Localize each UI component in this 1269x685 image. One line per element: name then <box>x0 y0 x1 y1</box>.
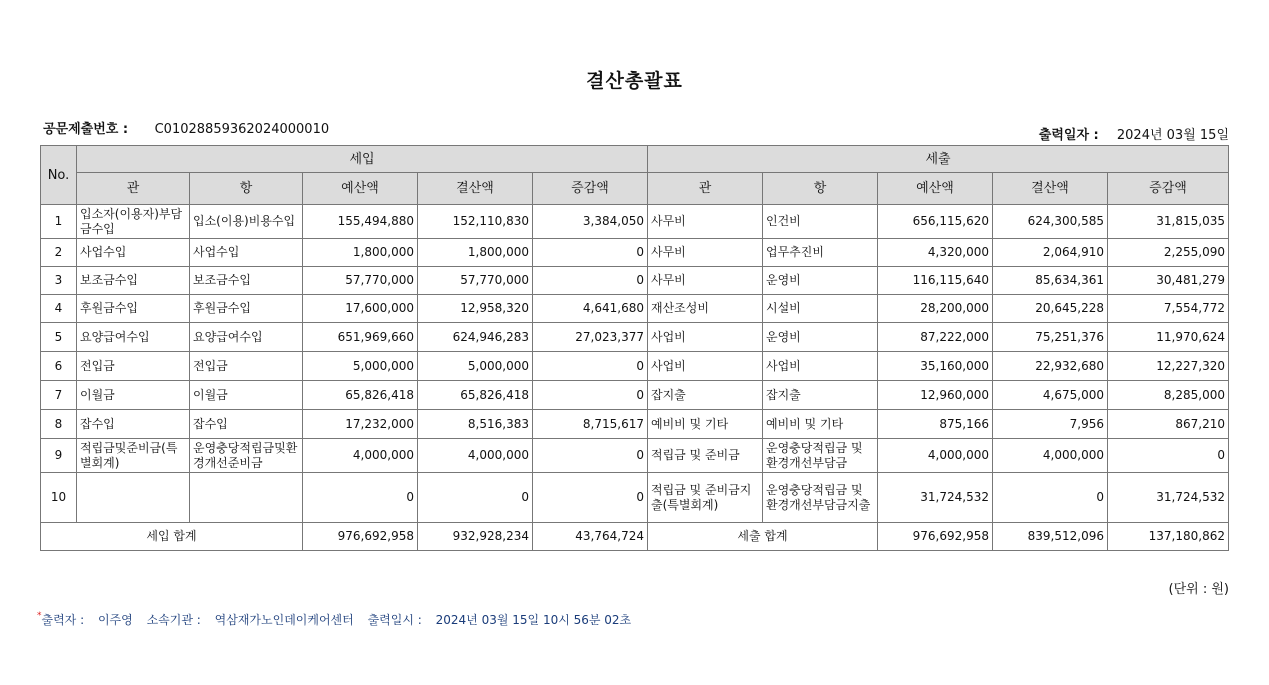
unit-note: (단위 : 원) <box>1168 582 1229 597</box>
row-no: 7 <box>41 381 77 410</box>
revenue-gwan-cell: 요양급여수입 <box>77 323 190 352</box>
revenue-hang-cell: 운영충당적립금및환경개선준비금 <box>190 439 303 473</box>
row-no: 1 <box>41 205 77 239</box>
expense-settlement-cell: 0 <box>993 473 1108 523</box>
revenue-budget-cell: 1,800,000 <box>303 239 418 267</box>
row-no: 5 <box>41 323 77 352</box>
print-footer <box>37 611 641 628</box>
revenue-settlement-cell: 1,800,000 <box>418 239 533 267</box>
revenue-diff-cell: 0 <box>533 381 648 410</box>
expense-gwan-cell: 사무비 <box>648 267 763 295</box>
document-number <box>43 118 329 137</box>
expense-hang-cell: 업무추진비 <box>763 239 878 267</box>
expense-budget-cell: 31,724,532 <box>878 473 993 523</box>
expense-hang-cell: 운영충당적립금 및 환경개선부담금 <box>763 439 878 473</box>
expense-budget-cell: 116,115,640 <box>878 267 993 295</box>
table-row <box>41 267 1229 295</box>
printer-label: 출력자 : <box>41 613 85 627</box>
revenue-diff-cell: 0 <box>533 267 648 295</box>
revenue-gwan-cell: 입소자(이용자)부담금수입 <box>77 205 190 239</box>
table-row <box>41 205 1229 239</box>
col-expense-settlement: 결산액 <box>993 173 1108 205</box>
revenue-settlement-cell: 65,826,418 <box>418 381 533 410</box>
revenue-diff-cell: 0 <box>533 352 648 381</box>
expense-diff-cell: 31,724,532 <box>1108 473 1229 523</box>
expense-gwan-cell: 사업비 <box>648 352 763 381</box>
expense-settlement-cell: 4,000,000 <box>993 439 1108 473</box>
revenue-settlement-cell: 624,946,283 <box>418 323 533 352</box>
expense-gwan-cell: 사업비 <box>648 323 763 352</box>
table-row <box>41 410 1229 439</box>
print-date-label: 출력일자 : <box>1038 128 1099 143</box>
expense-total-diff: 137,180,862 <box>1108 523 1229 551</box>
col-revenue-gwan: 관 <box>77 173 190 205</box>
row-no: 2 <box>41 239 77 267</box>
revenue-budget-cell: 17,600,000 <box>303 295 418 323</box>
document-number-value: C01028859362024000010 <box>154 122 330 137</box>
expense-hang-cell: 예비비 및 기타 <box>763 410 878 439</box>
revenue-settlement-cell: 12,958,320 <box>418 295 533 323</box>
table-row <box>41 473 1229 523</box>
revenue-gwan-cell: 전입금 <box>77 352 190 381</box>
col-no: No. <box>41 146 77 205</box>
revenue-budget-cell: 651,969,660 <box>303 323 418 352</box>
revenue-diff-cell: 0 <box>533 473 648 523</box>
print-time-value: 2024년 03월 15일 10시 56분 02초 <box>435 613 632 627</box>
revenue-hang-cell: 전입금 <box>190 352 303 381</box>
expense-diff-cell: 30,481,279 <box>1108 267 1229 295</box>
col-expense-diff: 증감액 <box>1108 173 1229 205</box>
expense-gwan-cell: 사무비 <box>648 205 763 239</box>
revenue-gwan-cell: 적립금및준비금(특별회계) <box>77 439 190 473</box>
expense-budget-cell: 12,960,000 <box>878 381 993 410</box>
revenue-settlement-cell: 8,516,383 <box>418 410 533 439</box>
revenue-hang-cell <box>190 473 303 523</box>
revenue-budget-cell: 17,232,000 <box>303 410 418 439</box>
expense-hang-cell: 인건비 <box>763 205 878 239</box>
expense-gwan-cell: 예비비 및 기타 <box>648 410 763 439</box>
expense-budget-cell: 35,160,000 <box>878 352 993 381</box>
revenue-budget-cell: 155,494,880 <box>303 205 418 239</box>
revenue-diff-cell: 0 <box>533 239 648 267</box>
expense-gwan-cell: 적립금 및 준비금 <box>648 439 763 473</box>
document-number-label: 공문제출번호 : <box>43 122 129 137</box>
expense-budget-cell: 875,166 <box>878 410 993 439</box>
row-no: 4 <box>41 295 77 323</box>
page-title: 결산총괄표 <box>586 70 683 92</box>
col-expense-gwan: 관 <box>648 173 763 205</box>
expense-settlement-cell: 75,251,376 <box>993 323 1108 352</box>
expense-diff-cell: 11,970,624 <box>1108 323 1229 352</box>
revenue-budget-cell: 0 <box>303 473 418 523</box>
expense-budget-cell: 28,200,000 <box>878 295 993 323</box>
table-row <box>41 295 1229 323</box>
expense-budget-cell: 4,320,000 <box>878 239 993 267</box>
print-date <box>1039 124 1229 143</box>
revenue-total-diff: 43,764,724 <box>533 523 648 551</box>
revenue-gwan-cell: 보조금수입 <box>77 267 190 295</box>
expense-settlement-cell: 4,675,000 <box>993 381 1108 410</box>
revenue-total-label: 세입 합계 <box>41 523 303 551</box>
expense-gwan-cell: 적립금 및 준비금지출(특별회계) <box>648 473 763 523</box>
revenue-diff-cell: 4,641,680 <box>533 295 648 323</box>
revenue-hang-cell: 입소(이용)비용수입 <box>190 205 303 239</box>
expense-diff-cell: 7,554,772 <box>1108 295 1229 323</box>
expense-hang-cell: 사업비 <box>763 352 878 381</box>
revenue-diff-cell: 8,715,617 <box>533 410 648 439</box>
row-no: 8 <box>41 410 77 439</box>
expense-total-label: 세출 합계 <box>648 523 878 551</box>
revenue-settlement-cell: 4,000,000 <box>418 439 533 473</box>
expense-budget-cell: 87,222,000 <box>878 323 993 352</box>
table-row <box>41 239 1229 267</box>
col-expense-budget: 예산액 <box>878 173 993 205</box>
org-label: 소속기관 : <box>146 613 201 627</box>
org-name: 역삼재가노인데이케어센터 <box>214 613 354 627</box>
table-row <box>41 352 1229 381</box>
row-no: 6 <box>41 352 77 381</box>
revenue-header: 세입 <box>77 146 648 173</box>
revenue-hang-cell: 보조금수입 <box>190 267 303 295</box>
col-revenue-hang: 항 <box>190 173 303 205</box>
expense-settlement-cell: 7,956 <box>993 410 1108 439</box>
expense-gwan-cell: 잡지출 <box>648 381 763 410</box>
expense-diff-cell: 0 <box>1108 439 1229 473</box>
col-revenue-settlement: 결산액 <box>418 173 533 205</box>
revenue-gwan-cell: 사업수입 <box>77 239 190 267</box>
expense-hang-cell: 운영충당적립금 및 환경개선부담금지출 <box>763 473 878 523</box>
revenue-budget-cell: 5,000,000 <box>303 352 418 381</box>
col-revenue-budget: 예산액 <box>303 173 418 205</box>
expense-diff-cell: 2,255,090 <box>1108 239 1229 267</box>
expense-budget-cell: 656,115,620 <box>878 205 993 239</box>
expense-settlement-cell: 624,300,585 <box>993 205 1108 239</box>
col-revenue-diff: 증감액 <box>533 173 648 205</box>
revenue-gwan-cell: 이월금 <box>77 381 190 410</box>
print-time-label: 출력일시 : <box>367 613 422 627</box>
expense-settlement-cell: 22,932,680 <box>993 352 1108 381</box>
revenue-diff-cell: 27,023,377 <box>533 323 648 352</box>
expense-diff-cell: 867,210 <box>1108 410 1229 439</box>
expense-total-settlement: 839,512,096 <box>993 523 1108 551</box>
revenue-gwan-cell: 잡수입 <box>77 410 190 439</box>
revenue-budget-cell: 57,770,000 <box>303 267 418 295</box>
expense-diff-cell: 12,227,320 <box>1108 352 1229 381</box>
table-row <box>41 439 1229 473</box>
revenue-total-budget: 976,692,958 <box>303 523 418 551</box>
expense-header: 세출 <box>648 146 1229 173</box>
table-row <box>41 381 1229 410</box>
expense-diff-cell: 31,815,035 <box>1108 205 1229 239</box>
expense-gwan-cell: 사무비 <box>648 239 763 267</box>
expense-total-budget: 976,692,958 <box>878 523 993 551</box>
print-date-value: 2024년 03월 15일 <box>1116 128 1229 143</box>
revenue-diff-cell: 3,384,050 <box>533 205 648 239</box>
expense-hang-cell: 운영비 <box>763 323 878 352</box>
revenue-hang-cell: 이월금 <box>190 381 303 410</box>
expense-hang-cell: 운영비 <box>763 267 878 295</box>
revenue-settlement-cell: 0 <box>418 473 533 523</box>
row-no: 9 <box>41 439 77 473</box>
revenue-budget-cell: 65,826,418 <box>303 381 418 410</box>
revenue-gwan-cell: 후원금수입 <box>77 295 190 323</box>
table-row <box>41 323 1229 352</box>
revenue-settlement-cell: 57,770,000 <box>418 267 533 295</box>
expense-settlement-cell: 2,064,910 <box>993 239 1108 267</box>
expense-budget-cell: 4,000,000 <box>878 439 993 473</box>
expense-settlement-cell: 20,645,228 <box>993 295 1108 323</box>
revenue-hang-cell: 사업수입 <box>190 239 303 267</box>
row-no: 10 <box>41 473 77 523</box>
revenue-diff-cell: 0 <box>533 439 648 473</box>
revenue-budget-cell: 4,000,000 <box>303 439 418 473</box>
settlement-summary-table <box>40 145 1229 551</box>
expense-settlement-cell: 85,634,361 <box>993 267 1108 295</box>
row-no: 3 <box>41 267 77 295</box>
revenue-hang-cell: 후원금수입 <box>190 295 303 323</box>
col-expense-hang: 항 <box>763 173 878 205</box>
expense-diff-cell: 8,285,000 <box>1108 381 1229 410</box>
printer-name: 이주영 <box>97 613 133 627</box>
revenue-total-settlement: 932,928,234 <box>418 523 533 551</box>
revenue-settlement-cell: 5,000,000 <box>418 352 533 381</box>
expense-hang-cell: 시설비 <box>763 295 878 323</box>
revenue-hang-cell: 잡수입 <box>190 410 303 439</box>
expense-gwan-cell: 재산조성비 <box>648 295 763 323</box>
expense-hang-cell: 잡지출 <box>763 381 878 410</box>
asterisk-mark: * <box>37 611 42 621</box>
revenue-hang-cell: 요양급여수입 <box>190 323 303 352</box>
revenue-gwan-cell <box>77 473 190 523</box>
revenue-settlement-cell: 152,110,830 <box>418 205 533 239</box>
